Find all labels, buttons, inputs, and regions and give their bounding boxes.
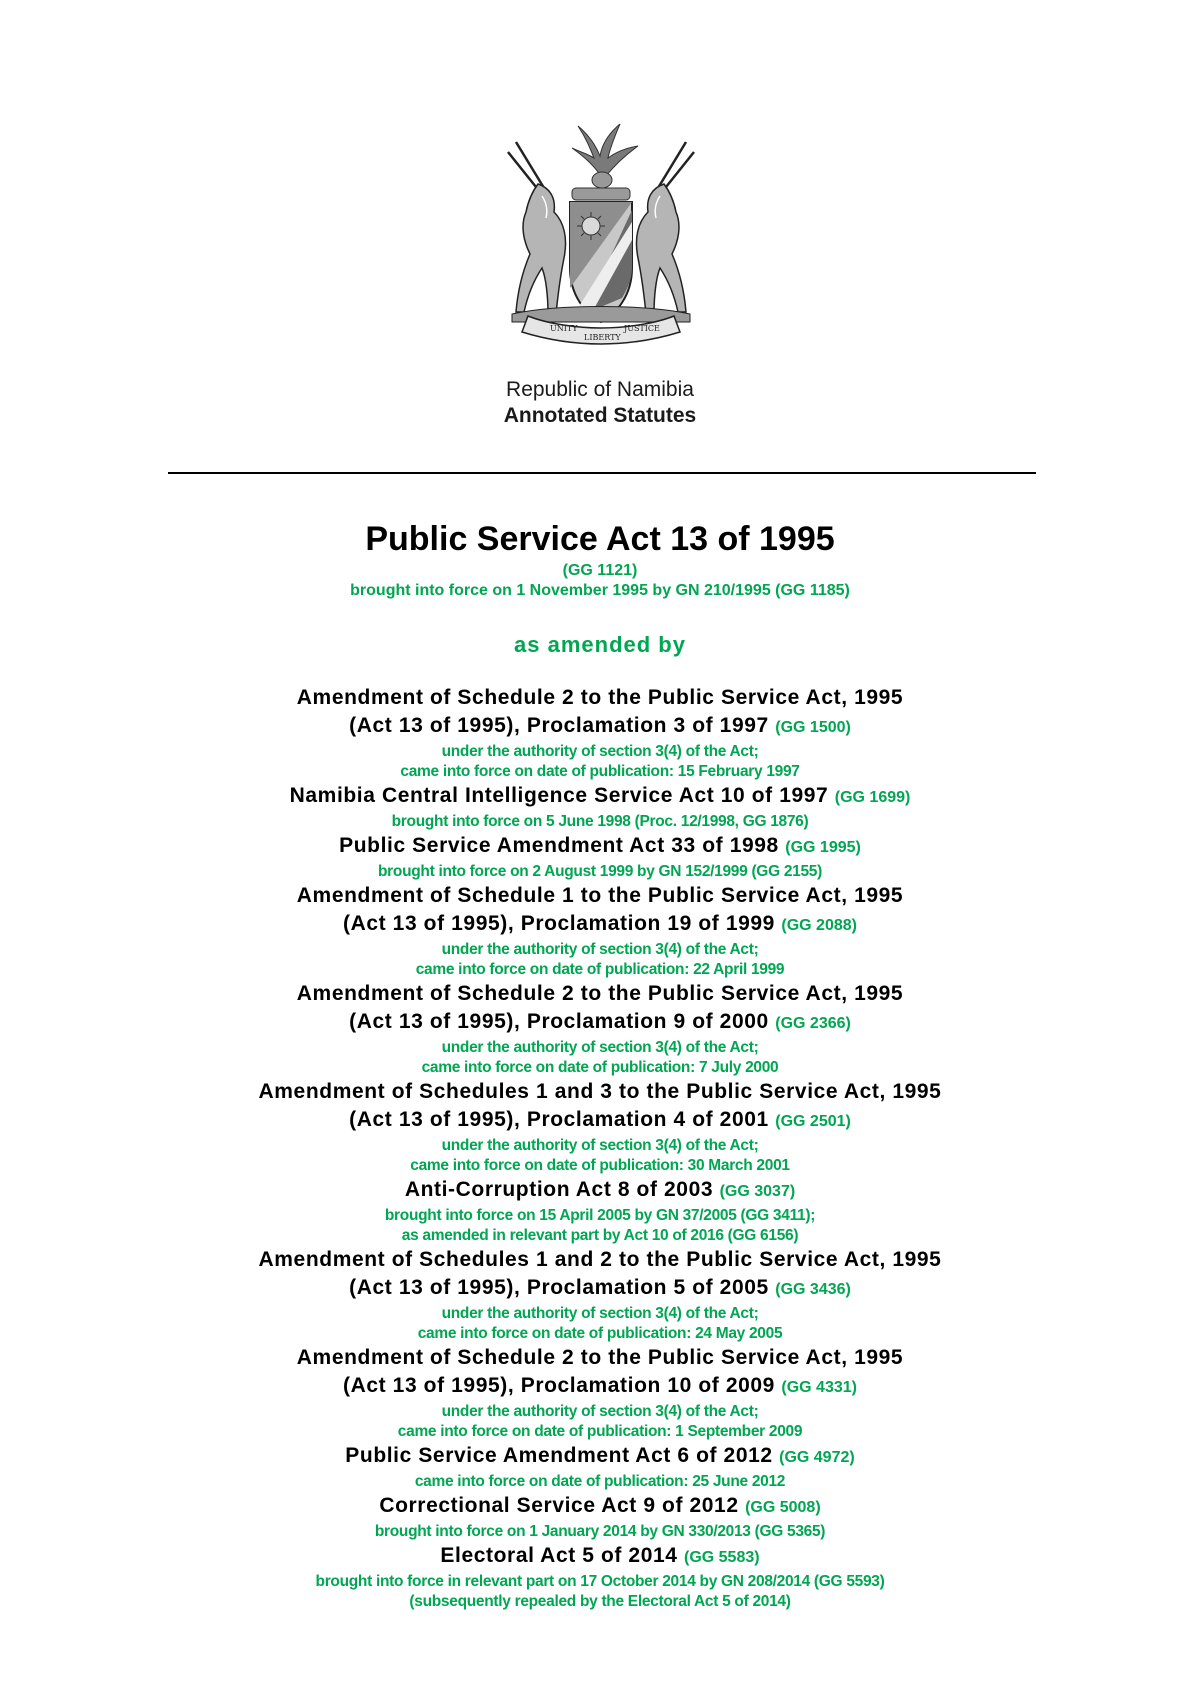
amendment-title [0, 1078, 1200, 1106]
svg-text:LIBERTY: LIBERTY [584, 333, 621, 342]
amendment-note: as amended in relevant part by Act 10 of 2016 (GG 6156) [401, 1227, 799, 1244]
amendment-gazette: (GG 3436) [775, 1281, 851, 1298]
amendment-note: under the authority of section 3(4) of the Act; [441, 941, 759, 958]
amendment-item [0, 832, 1200, 882]
amendment-title-text: Public Service Amendment Act 33 of 1998 [339, 834, 779, 857]
amendment-item [0, 1442, 1200, 1492]
amendment-note: brought into force on 15 April 2005 by GN 37/2005 (GG 3411); [384, 1207, 816, 1224]
amendment-item [0, 882, 1200, 980]
amendment-gazette: (GG 3037) [719, 1183, 796, 1200]
amendment-title [0, 684, 1200, 712]
amendment-title [0, 832, 1200, 862]
amendment-item [0, 782, 1200, 832]
amendment-gazette: (GG 1995) [785, 839, 861, 856]
amendment-title-text: Namibia Central Intelligence Service Act 10 of 1997 [289, 784, 829, 807]
amendment-title [0, 1492, 1200, 1522]
amendment-title [0, 1542, 1200, 1572]
amendment-item [0, 1176, 1200, 1246]
amendment-note: came into force on date of publication: 30 March 2001 [410, 1157, 790, 1174]
amendment-note: came into force on date of publication: 24 May 2005 [417, 1325, 783, 1342]
amendment-title-text: Amendment of Schedule 2 to the Public Service Act, 1995 [296, 982, 904, 1005]
amendment-gazette: (GG 4331) [781, 1379, 857, 1396]
amended-by-heading: as amended by [514, 632, 686, 657]
publisher-line-annotated: Annotated Statutes [503, 404, 697, 427]
amendment-title [0, 1008, 1200, 1038]
amendment-note: came into force on date of publication: 1 September 2009 [397, 1423, 803, 1440]
header-divider [168, 472, 1036, 474]
amendment-note: under the authority of section 3(4) of the Act; [441, 1137, 759, 1154]
svg-text:JUSTICE: JUSTICE [624, 324, 660, 333]
amendment-note: came into force on date of publication: 25 June 2012 [414, 1473, 786, 1490]
amendment-note: came into force on date of publication: 15 February 1997 [400, 763, 800, 780]
amendment-item [0, 980, 1200, 1078]
amendment-note: brought into force in relevant part on 17 October 2014 by GN 208/2014 (GG 5593) [315, 1573, 885, 1590]
amendment-title-text: (Act 13 of 1995), Proclamation 10 of 2009 [343, 1374, 775, 1397]
act-commencement: brought into force on 1 November 1995 by GN 210/1995 (GG 1185) [350, 582, 850, 599]
oryx-left-icon [508, 142, 566, 314]
amendment-title-text: (Act 13 of 1995), Proclamation 5 of 2005 [349, 1276, 769, 1299]
amendment-title [0, 910, 1200, 940]
amendment-title [0, 1106, 1200, 1136]
svg-text:UNITY: UNITY [550, 324, 578, 333]
amendment-gazette: (GG 4972) [779, 1449, 855, 1466]
amendment-title-text: Amendment of Schedules 1 and 2 to the Public Service Act, 1995 [258, 1248, 942, 1271]
eagle-icon [572, 124, 638, 188]
amendment-note: came into force on date of publication: 7 July 2000 [421, 1059, 779, 1076]
amendment-gazette: (GG 5008) [745, 1499, 821, 1516]
coat-of-arms-icon [498, 118, 704, 346]
amendment-note: came into force on date of publication: 22 April 1999 [415, 961, 785, 978]
amendment-note: (subsequently repealed by the Electoral Act 5 of 2014) [409, 1593, 791, 1610]
amendment-title-text: Public Service Amendment Act 6 of 2012 [345, 1444, 773, 1467]
amendment-item [0, 684, 1200, 782]
amendment-note: under the authority of section 3(4) of the Act; [441, 1039, 759, 1056]
amendment-item [0, 1246, 1200, 1344]
amendment-title [0, 1372, 1200, 1402]
amendment-note: brought into force on 1 January 2014 by GN 330/2013 (GG 5365) [374, 1523, 826, 1540]
act-gazette: (GG 1121) [562, 562, 638, 579]
amendment-title [0, 1442, 1200, 1472]
amendment-title-text: Amendment of Schedule 2 to the Public Service Act, 1995 [296, 686, 904, 709]
amendment-gazette: (GG 5583) [683, 1549, 760, 1566]
amendment-title [0, 1274, 1200, 1304]
amendment-gazette: (GG 1500) [775, 719, 851, 736]
amendment-item [0, 1078, 1200, 1176]
amendment-title-text: (Act 13 of 1995), Proclamation 3 of 1997 [349, 714, 769, 737]
amendment-gazette: (GG 2088) [781, 917, 857, 934]
amendment-title [0, 712, 1200, 742]
amendment-title-text: Amendment of Schedule 1 to the Public Service Act, 1995 [296, 884, 904, 907]
amendment-title-text: (Act 13 of 1995), Proclamation 4 of 2001 [349, 1108, 769, 1131]
amendment-title [0, 980, 1200, 1008]
amendment-title [0, 782, 1200, 812]
amendment-gazette: (GG 2501) [775, 1113, 851, 1130]
amendment-item [0, 1492, 1200, 1542]
amendment-note: under the authority of section 3(4) of the Act; [441, 743, 759, 760]
amendment-note: brought into force on 5 June 1998 (Proc. 12/1998, GG 1876) [391, 813, 809, 830]
amendment-title [0, 1176, 1200, 1206]
amendment-title [0, 882, 1200, 910]
oryx-right-icon [636, 142, 694, 314]
amendments-list [0, 684, 1200, 1612]
amendment-title-text: (Act 13 of 1995), Proclamation 19 of 1999 [343, 912, 775, 935]
amendment-note: under the authority of section 3(4) of the Act; [441, 1403, 759, 1420]
act-title: Public Service Act 13 of 1995 [365, 520, 835, 558]
amendment-title-text: Amendment of Schedules 1 and 3 to the Public Service Act, 1995 [258, 1080, 942, 1103]
amendment-note: under the authority of section 3(4) of the Act; [441, 1305, 759, 1322]
amendment-title-text: Amendment of Schedule 2 to the Public Service Act, 1995 [296, 1346, 904, 1369]
amendment-title [0, 1246, 1200, 1274]
amendment-title-text: (Act 13 of 1995), Proclamation 9 of 2000 [349, 1010, 769, 1033]
publisher-line-republic: Republic of Namibia [506, 378, 694, 401]
amendment-title-text: Anti-Corruption Act 8 of 2003 [404, 1178, 714, 1201]
amendment-title-text: Correctional Service Act 9 of 2012 [379, 1494, 739, 1517]
shield-icon [570, 202, 632, 322]
amendment-title [0, 1344, 1200, 1372]
amendment-item [0, 1344, 1200, 1442]
amendment-note: brought into force on 2 August 1999 by GN 152/1999 (GG 2155) [378, 863, 822, 880]
amendment-gazette: (GG 1699) [834, 789, 911, 806]
amendment-item [0, 1542, 1200, 1612]
amendment-title-text: Electoral Act 5 of 2014 [440, 1544, 678, 1567]
amendment-gazette: (GG 2366) [775, 1015, 851, 1032]
